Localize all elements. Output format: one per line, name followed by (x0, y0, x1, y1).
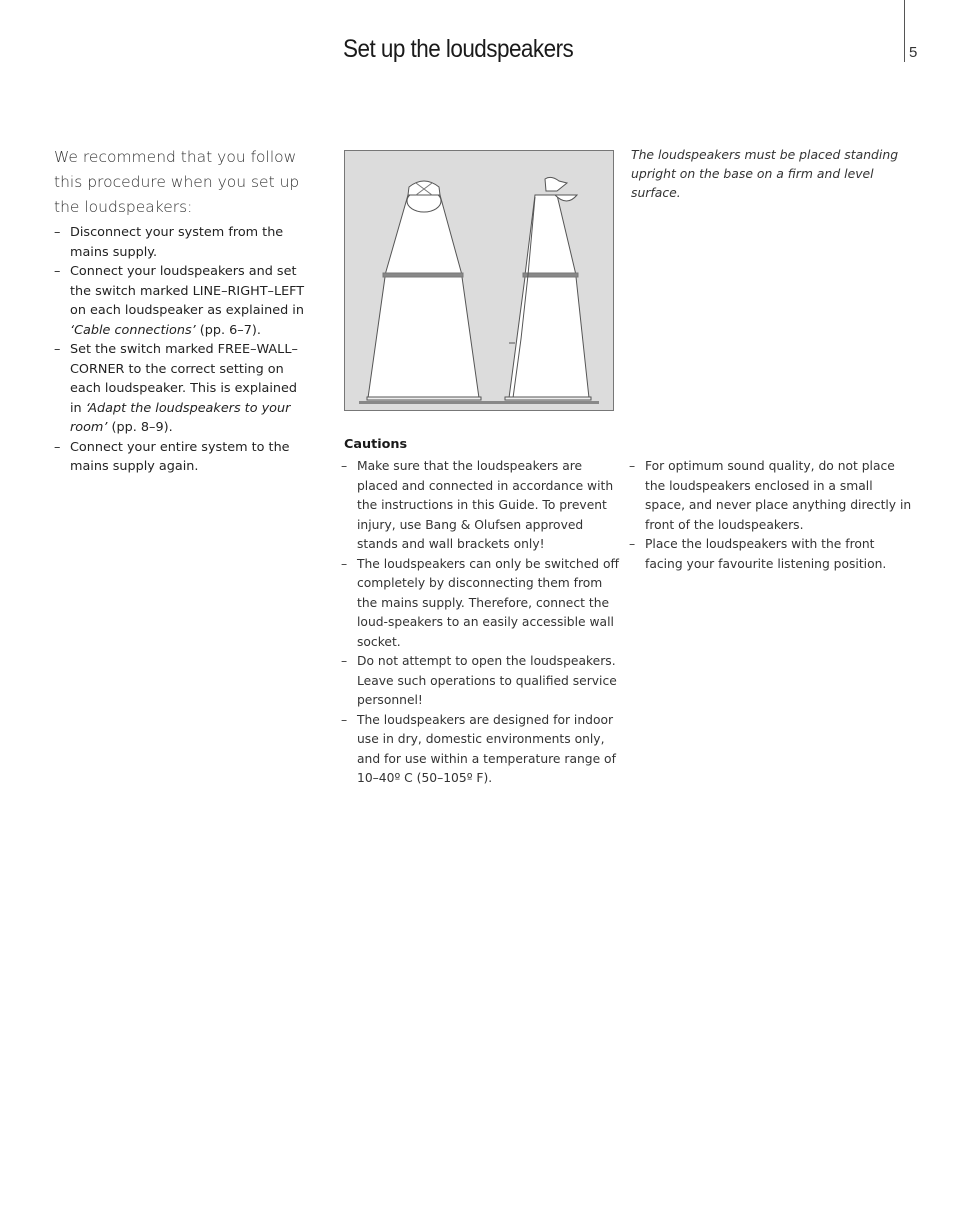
loudspeaker-front-view (367, 181, 481, 400)
setup-step-text: Disconnect your system from the mains supply. (70, 225, 284, 260)
page-reference: (pp. 6–7). (195, 322, 261, 338)
caution-item: – Place the loudspeakers with the front facing your favourite listening position. (629, 535, 914, 574)
setup-step-text: Connect your entire system to the mains supply again. (70, 439, 290, 474)
setup-step (54, 262, 306, 340)
illustration-caption: The loudspeakers must be placed standing upright on the base on a firm and level surface. (631, 147, 899, 200)
caution-item: – For optimum sound quality, do not place the loudspeakers enclosed in a small space, and never place anything directly in front of the loudspeakers. (629, 457, 914, 535)
setup-step (54, 223, 306, 262)
cautions-list-right (629, 457, 914, 574)
setup-step (54, 438, 306, 477)
page-reference: (pp. 8–9). (107, 420, 173, 435)
setup-step (54, 340, 306, 438)
page-title: Set up the loudspeakers (343, 35, 574, 63)
caution-item: – The loudspeakers can only be switched off completely by disconnecting them from the mains supply. Therefore, connect the loud-speakers to an easily accessible wall socket. (341, 555, 619, 653)
loudspeakers-illustration (344, 150, 614, 411)
cautions-heading: Cautions (344, 437, 408, 452)
page-edge-rule (904, 0, 905, 62)
setup-step-text: Connect your loudspeakers and set the switch marked LINE–RIGHT–LEFT on each loudspeaker as explained in (70, 264, 305, 318)
caution-item: – Make sure that the loudspeakers are placed and connected in accordance with the instructions in this Guide. To prevent injury, use Bang & Olufsen approved stands and wall brackets only! (341, 457, 619, 555)
intro-paragraph: We recommend that you follow this procedure when you set up the loudspeakers: (54, 148, 300, 216)
page-number: 5 (909, 44, 918, 61)
loudspeaker-side-view (505, 177, 591, 400)
cautions-list-left (341, 457, 619, 789)
caution-item: – Do not attempt to open the loudspeakers. Leave such operations to qualified service personnel! (341, 652, 619, 711)
caution-item: – The loudspeakers are designed for indoor use in dry, domestic environments only, and for use within a temperature range of 10–40º C (50–105º F). (341, 711, 619, 789)
cross-reference: ‘Cable connections’ (70, 322, 196, 338)
setup-step-text: Set the switch marked FREE–WALL–CORNER to the correct setting on each loudspeaker. This is explained in (70, 342, 298, 416)
setup-steps-list (54, 223, 306, 477)
cross-reference: ‘Adapt the loudspeakers to your room’ (70, 400, 291, 435)
